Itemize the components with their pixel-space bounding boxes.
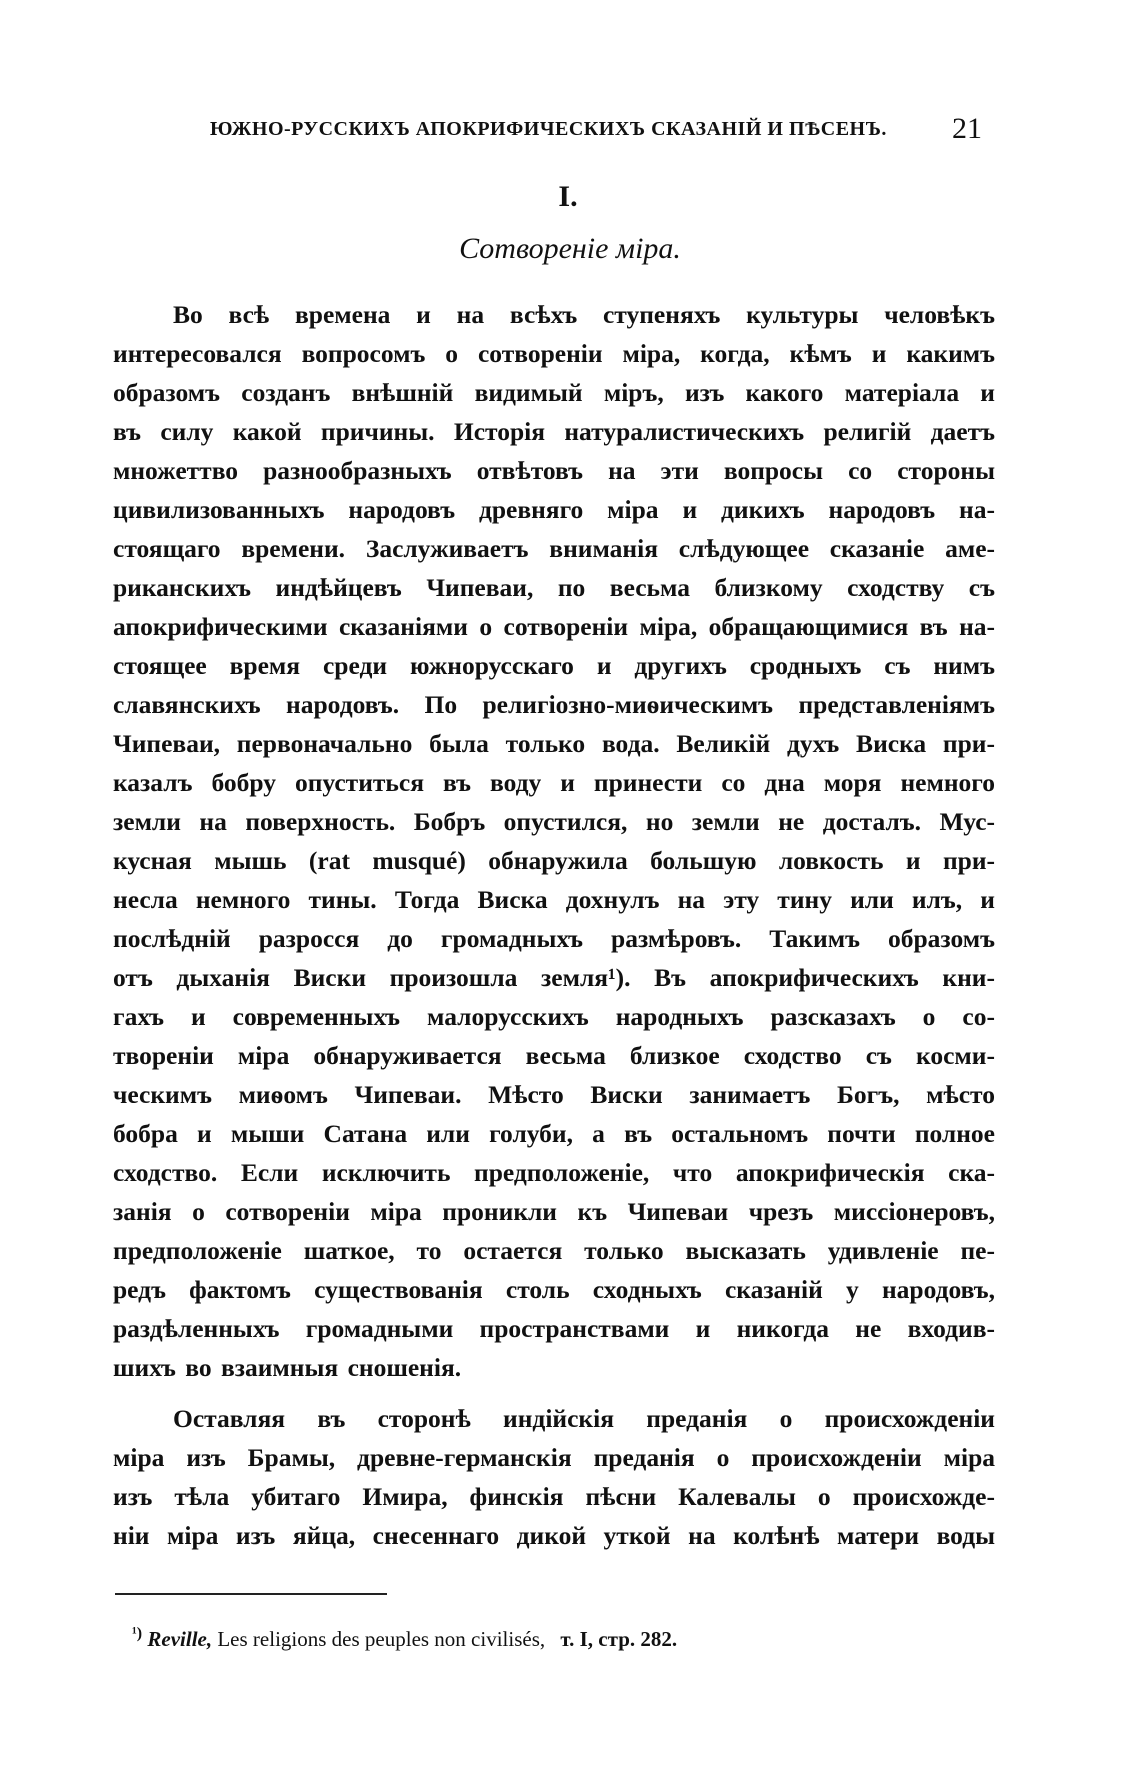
text-line: стоящаго времени. Заслуживаетъ вниманія слѣдующее сказаніе аме- — [113, 534, 995, 563]
text-line: казалъ бобру опуститься въ воду и принести со дна моря немного — [113, 768, 995, 797]
text-line: міра изъ Брамы, древне-германскія преданія о происхожденіи міра — [113, 1443, 995, 1472]
text-line: несла немного тины. Тогда Виска дохнулъ на эту тину или илъ, и — [113, 885, 995, 914]
section-title: Сотвореніе міра. — [459, 232, 681, 265]
text-line: гахъ и современныхъ малорусскихъ народныхъ разсказахъ о со- — [113, 1002, 995, 1031]
text-line: въ силу какой причины. Исторія натуралистическихъ религій даетъ — [113, 417, 995, 446]
footnote-mark: ¹) — [132, 1625, 143, 1642]
text-line: послѣдній разросся до громадныхъ размѣровъ. Такимъ образомъ — [113, 924, 995, 953]
text-line: образомъ созданъ внѣшній видимый міръ, изъ какого матеріала и — [113, 378, 995, 407]
text-line: отъ дыханія Виски произошла земля¹). Въ апокрифическихъ кни- — [113, 963, 995, 992]
text-line: редъ фактомъ существованія столь сходныхъ сказаній у народовъ, — [113, 1275, 995, 1304]
footnote-text: Les religions des peuples non civilisés, — [217, 1627, 546, 1651]
text-line: шихъ во взаимныя сношенія. — [113, 1353, 462, 1382]
section-number: I. — [558, 180, 578, 213]
text-line: стоящее время среди южнорусскаго и другихъ сродныхъ съ нимъ — [113, 651, 995, 680]
text-line: раздѣленныхъ громадными пространствами и никогда не входив- — [113, 1314, 995, 1343]
text-line: твореніи міра обнаруживается весьма близкое сходство съ косми- — [113, 1041, 995, 1070]
text-line: сходство. Если исключить предположеніе, что апокрифическія ска- — [113, 1158, 995, 1187]
footnote-rule — [115, 1593, 387, 1595]
text-line: Оставляя въ сторонѣ индійскія преданія о происхожденіи — [173, 1404, 995, 1433]
text-line: цивилизованныхъ народовъ древняго міра и дикихъ народовъ на- — [113, 495, 995, 524]
text-line: бобра и мыши Сатана или голуби, а въ остальномъ почти полное — [113, 1119, 995, 1148]
body-text — [113, 295, 995, 1555]
text-line: множеттво разнообразныхъ отвѣтовъ на эти вопросы со стороны — [113, 456, 995, 485]
text-line: земли на поверхность. Бобръ опустился, но земли не досталъ. Мус- — [113, 807, 995, 836]
text-line: Чипеваи, первоначально была только вода. Великій духъ Виска при- — [113, 729, 995, 758]
text-line: ніи міра изъ яйца, снесеннаго дикой уткой на колѣнѣ матери воды — [113, 1521, 995, 1550]
paragraph-1 — [113, 295, 995, 1387]
text-line: апокрифическими сказаніями о сотвореніи міра, обращающимися въ на- — [113, 612, 995, 641]
page-number: 21 — [952, 112, 982, 145]
footnote-author: Reville, — [147, 1627, 213, 1651]
running-header: ЮЖНО-РУССКИХЪ АПОКРИФИЧЕСКИХЪ СКАЗАНІЙ И ПѢСЕНЪ. — [210, 118, 887, 140]
paragraph-gap — [113, 1387, 995, 1399]
text-line: кусная мышь (rat musqué) обнаружила большую ловкость и при- — [113, 846, 995, 875]
text-line: ческимъ миѳомъ Чипеваи. Мѣсто Виски занимаетъ Богъ, мѣсто — [113, 1080, 995, 1109]
text-line: риканскихъ индѣйцевъ Чипеваи, по весьма близкому сходству съ — [113, 573, 995, 602]
text-line: предположеніе шаткое, то остается только высказать удивленіе пе- — [113, 1236, 995, 1265]
paragraph-2 — [113, 1399, 995, 1555]
text-line: занія о сотвореніи міра проникли къ Чипеваи чрезъ миссіонеровъ, — [113, 1197, 995, 1226]
footnote — [132, 1625, 952, 1652]
text-line: славянскихъ народовъ. По религіозно-миѳическимъ представленіямъ — [113, 690, 995, 719]
text-line: интересовался вопросомъ о сотвореніи міра, когда, кѣмъ и какимъ — [113, 339, 995, 368]
text-line: Во всѣ времена и на всѣхъ ступеняхъ культуры человѣкъ — [173, 300, 995, 329]
footnote-reference: т. I, стр. 282. — [560, 1627, 678, 1651]
text-line: изъ тѣла убитаго Имира, финскія пѣсни Калевалы о происхожде- — [113, 1482, 995, 1511]
